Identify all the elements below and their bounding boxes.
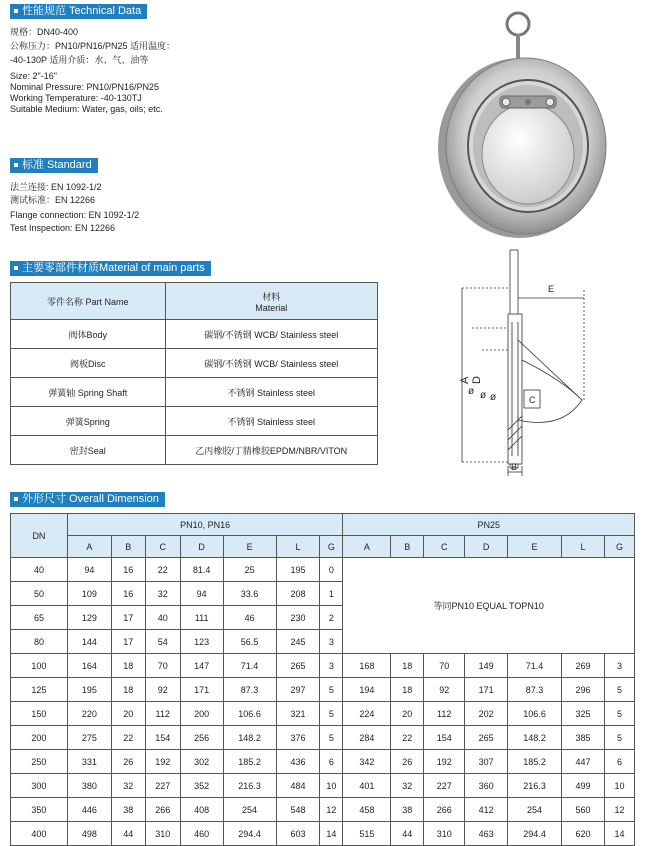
pn10-cell: 185.2 xyxy=(223,750,276,774)
pn10-cell: 109 xyxy=(67,582,111,606)
table-row xyxy=(11,774,635,798)
pn25-cell: 458 xyxy=(343,798,391,822)
pn10-cell: 12 xyxy=(320,798,343,822)
table-row xyxy=(11,654,635,678)
pn25-cell: 265 xyxy=(465,726,508,750)
bullet-icon xyxy=(14,266,18,270)
valve-photo xyxy=(436,4,620,240)
pn25-cell: 254 xyxy=(508,798,562,822)
part-cell: 阀体Body xyxy=(11,320,166,349)
pn25-cell: 192 xyxy=(424,750,465,774)
pn25-cell: 284 xyxy=(343,726,391,750)
pn10-cell: 92 xyxy=(145,678,180,702)
header-col-c: C xyxy=(145,536,180,558)
material-cell: 乙丙橡胶/丁腈橡胶EPDM/NBR/VITON xyxy=(165,436,378,465)
part-cell: 阀板Disc xyxy=(11,349,166,378)
pn25-cell: 44 xyxy=(391,822,424,846)
pn25-cell: 106.6 xyxy=(508,702,562,726)
dimension-table xyxy=(10,513,635,846)
table-row xyxy=(11,726,635,750)
pn25-cell: 3 xyxy=(604,654,634,678)
pn25-cell: 463 xyxy=(465,822,508,846)
pn10-cell: 17 xyxy=(111,606,145,630)
pn10-cell: 216.3 xyxy=(223,774,276,798)
header-material-en: Material xyxy=(255,302,288,313)
pn10-cell: 22 xyxy=(145,558,180,582)
pn25-cell: 294.4 xyxy=(508,822,562,846)
table-row xyxy=(11,702,635,726)
standard-title: 标准 Standard xyxy=(22,159,92,171)
pn25-cell: 269 xyxy=(562,654,605,678)
pn10-cell: 376 xyxy=(276,726,320,750)
technical-drawing xyxy=(452,240,602,480)
dim-label-phi-2: ø xyxy=(480,390,487,401)
pn10-cell: 321 xyxy=(276,702,320,726)
pn10-cell: 484 xyxy=(276,774,320,798)
dim-label-phi-3: ø xyxy=(490,392,497,403)
pn25-cell: 20 xyxy=(391,702,424,726)
pn25-cell: 342 xyxy=(343,750,391,774)
pn25-cell: 22 xyxy=(391,726,424,750)
pn25-cell: 385 xyxy=(562,726,605,750)
header-pn25: PN25 xyxy=(343,514,635,536)
part-cell: 密封Seal xyxy=(11,436,166,465)
pn25-cell: 307 xyxy=(465,750,508,774)
pn10-cell: 2 xyxy=(320,606,343,630)
pn25-cell: 5 xyxy=(604,678,634,702)
pn10-cell: 16 xyxy=(111,558,145,582)
pn10-cell: 302 xyxy=(180,750,223,774)
header-part-name: 零件名称 Part Name xyxy=(11,283,166,320)
pn10-cell: 71.4 xyxy=(223,654,276,678)
pn10-cell: 81.4 xyxy=(180,558,223,582)
bullet-icon xyxy=(14,497,18,501)
header-col-e: E xyxy=(508,536,562,558)
pn25-cell: 360 xyxy=(465,774,508,798)
pn10-cell: 331 xyxy=(67,750,111,774)
pn25-cell: 148.2 xyxy=(508,726,562,750)
header-col-d: D xyxy=(465,536,508,558)
pn10-cell: 17 xyxy=(111,630,145,654)
pn25-cell: 18 xyxy=(391,654,424,678)
technical-line: Suitable Medium: Water, gas, oils; etc. xyxy=(10,104,163,114)
dn-cell: 50 xyxy=(11,582,68,606)
technical-line: -40-130P 适用介质：水、气、油等 xyxy=(10,55,149,65)
pn10-cell: 230 xyxy=(276,606,320,630)
pn25-cell: 5 xyxy=(604,702,634,726)
pn10-cell: 18 xyxy=(111,678,145,702)
pn25-cell: 14 xyxy=(604,822,634,846)
dn-cell: 65 xyxy=(11,606,68,630)
pn10-cell: 123 xyxy=(180,630,223,654)
pn10-cell: 498 xyxy=(67,822,111,846)
dim-label-A: A xyxy=(459,376,471,384)
dn-cell: 125 xyxy=(11,678,68,702)
pn10-cell: 54 xyxy=(145,630,180,654)
dim-label-E: E xyxy=(548,284,555,294)
pn10-cell: 548 xyxy=(276,798,320,822)
standard-line: 法兰连接: EN 1092-1/2 xyxy=(10,182,102,192)
pn25-cell: 296 xyxy=(562,678,605,702)
table-row xyxy=(11,349,378,378)
pn25-cell: 6 xyxy=(604,750,634,774)
pn25-cell: 202 xyxy=(465,702,508,726)
pn25-cell: 194 xyxy=(343,678,391,702)
pn10-cell: 164 xyxy=(67,654,111,678)
pn25-cell: 266 xyxy=(424,798,465,822)
header-pn10-pn16: PN10, PN16 xyxy=(67,514,343,536)
pn25-cell: 32 xyxy=(391,774,424,798)
header-material xyxy=(165,283,378,320)
section-title-standard xyxy=(10,158,98,173)
pn25-cell: 70 xyxy=(424,654,465,678)
pn10-cell: 106.6 xyxy=(223,702,276,726)
pn25-cell: 18 xyxy=(391,678,424,702)
dn-cell: 300 xyxy=(11,774,68,798)
pn25-cell: 26 xyxy=(391,750,424,774)
technical-line: 公称压力：PN10/PN16/PN25 适用温度： xyxy=(10,41,176,51)
pn10-cell: 22 xyxy=(111,726,145,750)
dn-cell: 150 xyxy=(11,702,68,726)
header-col-b: B xyxy=(111,536,145,558)
table-row xyxy=(11,798,635,822)
dn-cell: 100 xyxy=(11,654,68,678)
pn10-cell: 171 xyxy=(180,678,223,702)
standard-line: Test Inspection: EN 12266 xyxy=(10,223,116,233)
pn10-cell: 154 xyxy=(145,726,180,750)
table-row xyxy=(11,320,378,349)
pn25-cell: 620 xyxy=(562,822,605,846)
pn10-cell: 254 xyxy=(223,798,276,822)
material-cell: 不锈钢 Stainless steel xyxy=(165,378,378,407)
header-col-g: G xyxy=(320,536,343,558)
pn10-cell: 112 xyxy=(145,702,180,726)
pn10-cell: 310 xyxy=(145,822,180,846)
pn10-cell: 408 xyxy=(180,798,223,822)
dn-cell: 400 xyxy=(11,822,68,846)
pn25-cell: 325 xyxy=(562,702,605,726)
pn10-cell: 220 xyxy=(67,702,111,726)
bullet-icon xyxy=(14,163,18,167)
pn10-cell: 195 xyxy=(276,558,320,582)
pn10-cell: 6 xyxy=(320,750,343,774)
material-cell: 碳钢/不锈钢 WCB/ Stainless steel xyxy=(165,349,378,378)
dn-cell: 350 xyxy=(11,798,68,822)
pn25-cell: 560 xyxy=(562,798,605,822)
pn10-cell: 147 xyxy=(180,654,223,678)
pn10-cell: 38 xyxy=(111,798,145,822)
pn10-cell: 46 xyxy=(223,606,276,630)
table-row xyxy=(11,678,635,702)
header-col-b: B xyxy=(391,536,424,558)
technical-line: Nominal Pressure: PN10/PN16/PN25 xyxy=(10,82,160,92)
pn25-cell: 216.3 xyxy=(508,774,562,798)
dimension-title: 外形尺寸 Overall Dimension xyxy=(22,493,159,505)
pn10-cell: 192 xyxy=(145,750,180,774)
pn10-cell: 195 xyxy=(67,678,111,702)
standard-line: Flange connection: EN 1092-1/2 xyxy=(10,210,140,220)
pn10-cell: 94 xyxy=(180,582,223,606)
pn10-cell: 20 xyxy=(111,702,145,726)
dn-cell: 200 xyxy=(11,726,68,750)
dn-cell: 80 xyxy=(11,630,68,654)
pn10-cell: 245 xyxy=(276,630,320,654)
pn25-cell: 92 xyxy=(424,678,465,702)
pn10-cell: 5 xyxy=(320,678,343,702)
dn-cell: 40 xyxy=(11,558,68,582)
header-dn: DN xyxy=(11,514,68,558)
pn10-cell: 40 xyxy=(145,606,180,630)
pn25-cell: 499 xyxy=(562,774,605,798)
pn25-cell: 412 xyxy=(465,798,508,822)
pn10-cell: 10 xyxy=(320,774,343,798)
pn25-cell: 154 xyxy=(424,726,465,750)
pn25-cell: 401 xyxy=(343,774,391,798)
pn25-cell: 171 xyxy=(465,678,508,702)
material-cell: 不锈钢 Stainless steel xyxy=(165,407,378,436)
standard-line: 测试标准：EN 12266 xyxy=(10,195,96,205)
pn25-cell: 447 xyxy=(562,750,605,774)
pn10-cell: 603 xyxy=(276,822,320,846)
table-row xyxy=(11,436,378,465)
section-title-technical xyxy=(10,4,147,19)
pn10-cell: 18 xyxy=(111,654,145,678)
header-col-l: L xyxy=(276,536,320,558)
pn25-cell: 515 xyxy=(343,822,391,846)
dim-label-phi-1: ø xyxy=(468,386,475,397)
pn25-cell: 227 xyxy=(424,774,465,798)
header-col-g: G xyxy=(604,536,634,558)
pn25-cell: 87.3 xyxy=(508,678,562,702)
material-cell: 碳钢/不锈钢 WCB/ Stainless steel xyxy=(165,320,378,349)
pn10-cell: 32 xyxy=(145,582,180,606)
material-title: 主要零部件材质Material of main parts xyxy=(22,262,205,274)
table-row xyxy=(11,407,378,436)
part-cell: 弹簧轴 Spring Shaft xyxy=(11,378,166,407)
header-col-d: D xyxy=(180,536,223,558)
header-col-a: A xyxy=(67,536,111,558)
pn25-cell: 310 xyxy=(424,822,465,846)
technical-line: Working Temperature: -40-130TJ xyxy=(10,93,142,103)
pn10-cell: 3 xyxy=(320,654,343,678)
pn25-cell: 149 xyxy=(465,654,508,678)
pn10-cell: 294.4 xyxy=(223,822,276,846)
header-col-c: C xyxy=(424,536,465,558)
dim-label-C: C xyxy=(529,395,536,405)
pn10-cell: 70 xyxy=(145,654,180,678)
pn25-cell: 5 xyxy=(604,726,634,750)
table-row xyxy=(11,822,635,846)
pn10-cell: 352 xyxy=(180,774,223,798)
table-row xyxy=(11,750,635,774)
pn10-cell: 200 xyxy=(180,702,223,726)
pn25-cell: 10 xyxy=(604,774,634,798)
dim-label-B: B xyxy=(511,462,518,472)
pn10-cell: 129 xyxy=(67,606,111,630)
pn10-cell: 0 xyxy=(320,558,343,582)
header-col-a: A xyxy=(343,536,391,558)
pn10-cell: 148.2 xyxy=(223,726,276,750)
dn-cell: 250 xyxy=(11,750,68,774)
material-table xyxy=(10,282,378,465)
pn10-cell: 33.6 xyxy=(223,582,276,606)
pn10-cell: 275 xyxy=(67,726,111,750)
technical-title: 性能规范 Technical Data xyxy=(22,5,142,17)
pn10-cell: 265 xyxy=(276,654,320,678)
bullet-icon xyxy=(14,9,18,13)
pn10-cell: 25 xyxy=(223,558,276,582)
pn25-cell: 185.2 xyxy=(508,750,562,774)
pn25-cell: 71.4 xyxy=(508,654,562,678)
pn10-cell: 144 xyxy=(67,630,111,654)
table-row xyxy=(11,378,378,407)
pn10-cell: 94 xyxy=(67,558,111,582)
pn10-cell: 436 xyxy=(276,750,320,774)
pn10-cell: 3 xyxy=(320,630,343,654)
pn10-cell: 56.5 xyxy=(223,630,276,654)
pn10-cell: 297 xyxy=(276,678,320,702)
header-col-e: E xyxy=(223,536,276,558)
pn10-cell: 380 xyxy=(67,774,111,798)
pn10-cell: 460 xyxy=(180,822,223,846)
part-cell: 弹簧Spring xyxy=(11,407,166,436)
pn10-cell: 208 xyxy=(276,582,320,606)
header-material-cn: 材料 xyxy=(262,291,281,302)
pn10-cell: 26 xyxy=(111,750,145,774)
pn25-equal-note: 等同PN10 EQUAL TOPN10 xyxy=(343,558,635,654)
header-col-l: L xyxy=(562,536,605,558)
technical-line: 规格：DN40-400 xyxy=(10,27,79,37)
pn10-cell: 44 xyxy=(111,822,145,846)
pn25-cell: 224 xyxy=(343,702,391,726)
dim-label-D: D xyxy=(471,376,483,384)
pn10-cell: 5 xyxy=(320,726,343,750)
pn10-cell: 227 xyxy=(145,774,180,798)
pn10-cell: 111 xyxy=(180,606,223,630)
section-title-dimension xyxy=(10,492,165,507)
pn10-cell: 87.3 xyxy=(223,678,276,702)
pn25-cell: 38 xyxy=(391,798,424,822)
pn10-cell: 1 xyxy=(320,582,343,606)
pn10-cell: 32 xyxy=(111,774,145,798)
pn10-cell: 256 xyxy=(180,726,223,750)
table-row xyxy=(11,558,635,582)
pn25-cell: 168 xyxy=(343,654,391,678)
pn25-cell: 112 xyxy=(424,702,465,726)
pn10-cell: 5 xyxy=(320,702,343,726)
pn10-cell: 266 xyxy=(145,798,180,822)
pn10-cell: 16 xyxy=(111,582,145,606)
pn25-cell: 12 xyxy=(604,798,634,822)
pn10-cell: 446 xyxy=(67,798,111,822)
pn10-cell: 14 xyxy=(320,822,343,846)
technical-line: Size: 2"-16" xyxy=(10,71,57,81)
section-title-material xyxy=(10,261,211,276)
